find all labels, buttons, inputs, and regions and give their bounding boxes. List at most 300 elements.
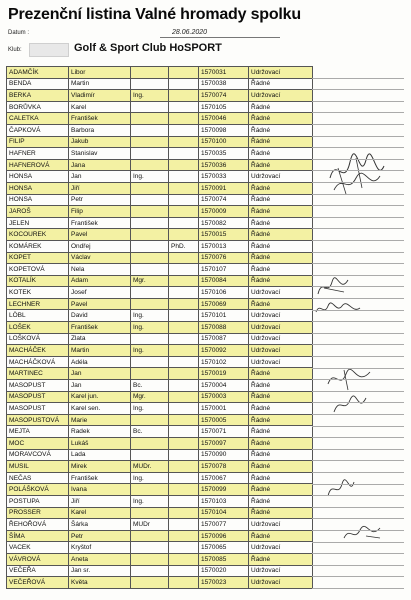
table-row [7,310,313,322]
signature-line [312,89,404,90]
member-title [131,287,169,299]
signature-line [312,263,404,264]
member-first-name: Jan [69,171,131,183]
member-title-suffix [169,124,199,136]
member-number: 1570020 [199,565,249,577]
member-surname: ČAPKOVÁ [7,124,69,136]
membership-status: Řádné [249,264,313,276]
member-number: 1570087 [199,333,249,345]
member-title [131,264,169,276]
table-row [7,90,313,102]
member-first-name: Jiří [69,495,131,507]
member-title-suffix [169,182,199,194]
member-title [131,438,169,450]
member-surname: KOPETOVÁ [7,264,69,276]
member-surname: BENDA [7,78,69,90]
member-number: 1570105 [199,101,249,113]
member-surname: LOŠKOVÁ [7,333,69,345]
member-number: 1570101 [199,310,249,322]
member-surname: MOC [7,438,69,450]
membership-status: Udržovací [249,356,313,368]
member-title-suffix [169,287,199,299]
member-first-name: Pavel [69,229,131,241]
member-surname: MUSIL [7,461,69,473]
member-number: 1570023 [199,577,249,589]
membership-status: Řádné [249,182,313,194]
member-title [131,368,169,380]
table-row [7,287,313,299]
signature-line [312,124,404,125]
member-number: 1570092 [199,345,249,357]
member-title-suffix [169,565,199,577]
table-row [7,113,313,125]
member-surname: VACEK [7,542,69,554]
table-row [7,217,313,229]
signature-line [312,530,404,531]
member-first-name: Barbora [69,124,131,136]
member-title-suffix [169,194,199,206]
membership-status: Udržovací [249,322,313,334]
member-surname: CALETKA [7,113,69,125]
member-first-name: Martin [69,78,131,90]
member-surname: MEJTA [7,426,69,438]
table-row [7,472,313,484]
signature-line [312,472,404,473]
member-first-name: Lada [69,449,131,461]
member-title [131,159,169,171]
member-first-name: Nela [69,264,131,276]
member-title-suffix [169,519,199,531]
member-surname: HAFNER [7,148,69,160]
member-title-suffix [169,322,199,334]
member-surname: HONSA [7,194,69,206]
table-row [7,391,313,403]
signature-line [312,298,404,299]
membership-status: Řádné [249,159,313,171]
member-first-name: Vladimír [69,90,131,102]
date-label: Datum : [8,30,30,36]
member-first-name: Šárka [69,519,131,531]
member-title-suffix [169,380,199,392]
member-first-name: Karel jun. [69,391,131,403]
signature-line [312,194,404,195]
member-title-suffix [169,333,199,345]
membership-status: Udržovací [249,333,313,345]
member-number: 1570104 [199,507,249,519]
table-row [7,333,313,345]
signature-line [312,368,404,369]
member-title: MUDr [131,519,169,531]
member-title-suffix [169,403,199,415]
member-title-suffix [169,449,199,461]
table-row [7,519,313,531]
member-title [131,449,169,461]
table-row [7,426,313,438]
member-title [131,252,169,264]
member-title [131,217,169,229]
membership-status: Řádné [249,252,313,264]
member-first-name: Petr [69,530,131,542]
member-number: 1570098 [199,124,249,136]
member-first-name: Lukáš [69,438,131,450]
member-surname: HONSA [7,171,69,183]
member-number: 1570090 [199,449,249,461]
signature-line [312,147,404,148]
member-first-name: Jana [69,159,131,171]
membership-status: Řádné [249,495,313,507]
member-title-suffix [169,426,199,438]
member-number: 1570001 [199,403,249,415]
member-surname: BERKA [7,90,69,102]
member-title [131,553,169,565]
membership-status: Řádné [249,217,313,229]
member-number: 1570071 [199,426,249,438]
member-number: 1570005 [199,414,249,426]
member-number: 1570033 [199,171,249,183]
table-row [7,148,313,160]
member-number: 1570100 [199,136,249,148]
member-title [131,101,169,113]
member-title [131,136,169,148]
signature-line [312,275,404,276]
member-title: Bc. [131,426,169,438]
member-title [131,298,169,310]
member-first-name: David [69,310,131,322]
member-title [131,78,169,90]
member-first-name: Filip [69,206,131,218]
member-surname: MASOPUST [7,403,69,415]
member-surname: KOCOUREK [7,229,69,241]
member-surname: MASOPUSTOVÁ [7,414,69,426]
member-title [131,229,169,241]
table-row [7,414,313,426]
member-first-name: Ivana [69,484,131,496]
table-row [7,449,313,461]
member-title-suffix [169,101,199,113]
member-title [131,67,169,79]
table-row [7,345,313,357]
member-first-name: Libor [69,67,131,79]
member-title-suffix [169,391,199,403]
date-value: 28.06.2020 [172,29,208,36]
signature-scribble-6 [324,478,356,500]
membership-status: Udržovací [249,310,313,322]
membership-status: Řádné [249,194,313,206]
member-surname: VEČEŘA [7,565,69,577]
member-number: 1570078 [199,461,249,473]
membership-status: Řádné [249,368,313,380]
signature-line [312,379,404,380]
member-title: Ing. [131,495,169,507]
page-title: Prezenční listina Valné hromady spolku [8,6,301,23]
member-title-suffix [169,148,199,160]
table-row [7,484,313,496]
member-title-suffix [169,217,199,229]
member-number: 1570085 [199,553,249,565]
signature-line [312,228,404,229]
membership-status: Udržovací [249,519,313,531]
member-title: Ing. [131,171,169,183]
member-first-name: Adéla [69,356,131,368]
member-title: Mgr. [131,391,169,403]
member-surname: KOTALÍK [7,275,69,287]
member-first-name: František [69,113,131,125]
member-number: 1570102 [199,356,249,368]
member-title-suffix [169,136,199,148]
member-first-name: Marie [69,414,131,426]
member-title [131,565,169,577]
member-number: 1570074 [199,90,249,102]
member-title-suffix [169,310,199,322]
member-title: Ing. [131,403,169,415]
member-number: 1570035 [199,148,249,160]
member-title [131,542,169,554]
member-first-name: Jan [69,380,131,392]
member-surname: LECHNER [7,298,69,310]
member-first-name: Jiří [69,182,131,194]
membership-status: Řádné [249,414,313,426]
member-surname: KOPET [7,252,69,264]
member-title [131,333,169,345]
member-first-name: Květa [69,577,131,589]
signature-line [312,460,404,461]
table-row [7,298,313,310]
member-title-suffix [169,298,199,310]
table-row [7,67,313,79]
signature-line [312,449,404,450]
member-title-suffix [169,368,199,380]
member-title: Ing. [131,322,169,334]
member-number: 1570082 [199,217,249,229]
signature-line [312,205,404,206]
table-row [7,542,313,554]
member-first-name: Jan [69,368,131,380]
signature-line [312,402,404,403]
member-title-suffix [169,90,199,102]
member-number: 1570077 [199,519,249,531]
member-title-suffix [169,113,199,125]
member-surname: MARTINEC [7,368,69,380]
table-row [7,229,313,241]
table-row [7,380,313,392]
member-surname: HAFNEROVÁ [7,159,69,171]
member-surname: PROSSER [7,507,69,519]
membership-status: Řádné [249,380,313,392]
member-surname: VEČEŘOVÁ [7,577,69,589]
member-number: 1570097 [199,438,249,450]
table-row [7,356,313,368]
membership-status: Řádné [249,206,313,218]
signature-line [312,344,404,345]
member-surname: POLÁŠKOVÁ [7,484,69,496]
signature-line [312,310,404,311]
member-title-suffix [169,414,199,426]
membership-status: Řádné [249,136,313,148]
signature-line [312,518,404,519]
table-row [7,507,313,519]
member-title-suffix [169,252,199,264]
member-title [131,113,169,125]
member-surname: JAROŠ [7,206,69,218]
signature-column [312,66,404,588]
member-first-name: Karel [69,101,131,113]
table-row [7,159,313,171]
member-number: 1570096 [199,530,249,542]
membership-status: Řádné [249,101,313,113]
signature-line [312,553,404,554]
member-number: 1570107 [199,264,249,276]
member-title-suffix [169,345,199,357]
member-number: 1570019 [199,368,249,380]
member-title-suffix [169,530,199,542]
membership-status: Udržovací [249,577,313,589]
signature-line [312,507,404,508]
member-first-name: Ondřej [69,240,131,252]
member-surname: VÁVROVÁ [7,553,69,565]
member-surname: FILIP [7,136,69,148]
member-number: 1570009 [199,206,249,218]
member-number: 1570003 [199,391,249,403]
membership-status: Řádné [249,484,313,496]
member-title [131,507,169,519]
signature-line [312,356,404,357]
member-number: 1570103 [199,495,249,507]
member-number: 1570099 [199,484,249,496]
attendance-table-body [7,67,313,589]
membership-status: Řádné [249,229,313,241]
signature-line [312,286,404,287]
member-title: Bc. [131,380,169,392]
member-title-suffix [169,542,199,554]
club-label: Klub: [8,47,22,53]
signature-line [312,170,404,171]
member-title [131,530,169,542]
table-row [7,438,313,450]
member-title: Ing. [131,90,169,102]
member-first-name: Radek [69,426,131,438]
membership-status: Řádné [249,148,313,160]
member-title-suffix [169,495,199,507]
member-surname: KOTEK [7,287,69,299]
member-first-name: František [69,322,131,334]
membership-status: Řádné [249,553,313,565]
signature-line [312,495,404,496]
member-title-suffix [169,275,199,287]
date-underline [160,37,280,38]
member-number: 1570036 [199,159,249,171]
signature-line [312,112,404,113]
member-title [131,124,169,136]
membership-status: Řádné [249,113,313,125]
member-title-suffix [169,229,199,241]
member-number: 1570106 [199,287,249,299]
member-number: 1570038 [199,78,249,90]
member-title: Ing. [131,345,169,357]
signature-line [312,391,404,392]
member-title [131,182,169,194]
table-row [7,78,313,90]
table-row [7,206,313,218]
signature-scribble-1 [326,148,388,200]
table-row [7,182,313,194]
table-row [7,101,313,113]
member-title: Ing. [131,310,169,322]
signature-line [312,252,404,253]
member-number: 1570088 [199,322,249,334]
member-first-name: František [69,472,131,484]
member-title-suffix [169,67,199,79]
member-number: 1570069 [199,298,249,310]
table-row [7,252,313,264]
member-title [131,414,169,426]
signature-line [312,484,404,485]
member-first-name: Pavel [69,298,131,310]
member-number: 1570013 [199,240,249,252]
membership-status: Řádné [249,403,313,415]
signature-line [312,437,404,438]
table-row [7,124,313,136]
member-first-name: Martin [69,345,131,357]
member-number: 1570004 [199,380,249,392]
member-surname: MORAVCOVÁ [7,449,69,461]
table-row [7,275,313,287]
membership-status: Řádné [249,124,313,136]
signature-line [312,321,404,322]
membership-status: Řádné [249,426,313,438]
member-surname: JELEN [7,217,69,229]
member-first-name: Karel sen. [69,403,131,415]
member-first-name: Petr [69,194,131,206]
member-title: Mgr. [131,275,169,287]
signature-line [312,240,404,241]
table-row [7,322,313,334]
member-surname: BORŮVKA [7,101,69,113]
member-surname: HONSA [7,182,69,194]
member-first-name: Václav [69,252,131,264]
signature-line [312,565,404,566]
member-title-suffix [169,356,199,368]
membership-status: Řádné [249,438,313,450]
member-surname: POSTUPA [7,495,69,507]
member-title: Ing. [131,472,169,484]
member-number: 1570065 [199,542,249,554]
member-first-name: František [69,217,131,229]
club-code-box [29,43,69,57]
member-number: 1570084 [199,275,249,287]
member-title [131,206,169,218]
member-title-suffix [169,171,199,183]
membership-status: Řádné [249,240,313,252]
membership-status: Řádné [249,530,313,542]
signature-line [312,182,404,183]
member-number: 1570091 [199,182,249,194]
membership-status: Udržovací [249,90,313,102]
member-title: MUDr. [131,461,169,473]
member-surname: LOŠEK [7,322,69,334]
membership-status: Řádné [249,298,313,310]
member-first-name: Jakub [69,136,131,148]
member-number: 1570076 [199,252,249,264]
member-title [131,484,169,496]
signature-line [312,426,404,427]
member-title-suffix [169,507,199,519]
membership-status: Udržovací [249,171,313,183]
member-number: 1570031 [199,67,249,79]
table-row [7,240,313,252]
member-surname: ADAMČÍK [7,67,69,79]
table-row [7,171,313,183]
membership-status: Řádné [249,472,313,484]
